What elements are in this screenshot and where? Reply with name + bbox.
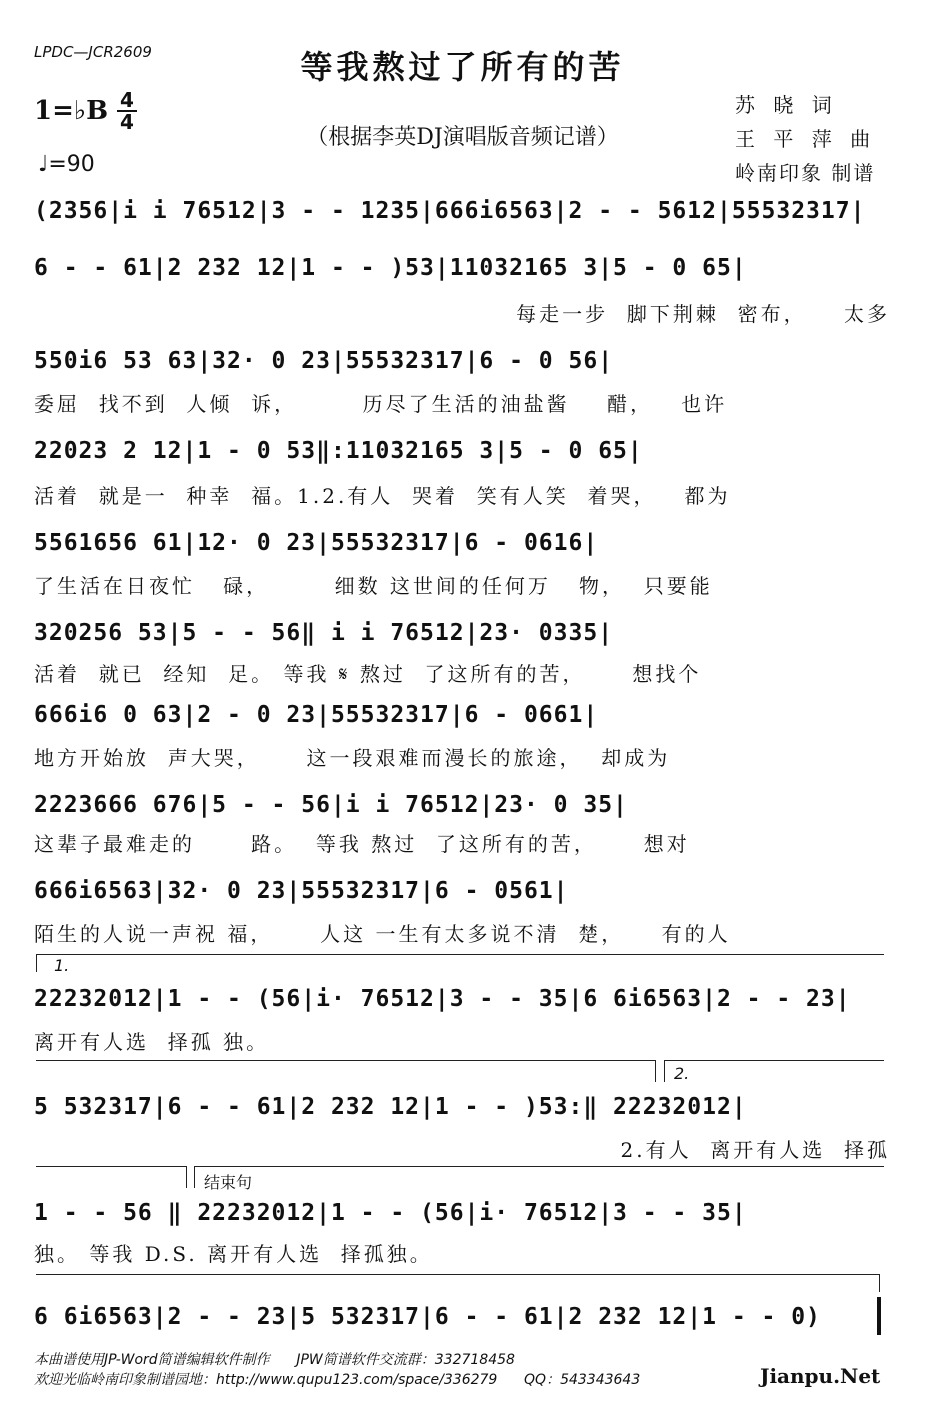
notation-row-4: 22023 2 12|1 - 0 53‖:11032165 3|5 - 0 65| xyxy=(34,438,643,464)
meter-bottom: 4 xyxy=(120,110,134,134)
song-title: 等我熬过了所有的苦 xyxy=(300,48,625,86)
notation-row-7: 666i6 0 63|2 - 0 23|55532317|6 - 0661| xyxy=(34,702,599,728)
footer-line-2: 欢迎光临岭南印象制谱园地：http://www.qupu123.com/space/336279 QQ：543343643 xyxy=(34,1372,641,1388)
song-subtitle: （根据李英DJ演唱版音频记谱） xyxy=(306,125,619,150)
footer-notes xyxy=(34,1350,640,1390)
notation-row-12: 1 - - 56 ‖ 22232012|1 - - (56|i· 76512|3 - - 35| xyxy=(34,1200,747,1226)
meter-top: 4 xyxy=(117,90,137,112)
site-logo-text: Jianpu.Net xyxy=(760,1364,881,1388)
lyrics-row-7: 地方开始放 声大哭， 这一段艰难而漫长的旅途， 却成为 xyxy=(34,746,671,770)
lyrics-row-10: 离开有人选 择孤 独。 xyxy=(34,1030,270,1054)
score-code: LPDC—JCR2609 xyxy=(34,43,152,61)
tempo-mark: ♩=90 xyxy=(38,152,95,177)
notation-row-3: 550i6 53 63|32· 0 23|55532317|6 - 0 56| xyxy=(34,348,614,374)
volta-1-label: 1. xyxy=(54,956,70,975)
notation-row-2: 6 - - 61|2 232 12|1 - - )53|11032165 3|5 - 0 65| xyxy=(34,255,747,281)
notation-row-5: 5561656 61|12· 0 23|55532317|6 - 0616| xyxy=(34,530,599,556)
notation-row-10: 22232012|1 - - (56|i· 76512|3 - - 35|6 6i6563|2 - - 23| xyxy=(34,986,851,1012)
credits xyxy=(735,88,876,190)
notation-row-13: 6 6i6563|2 - - 23|5 532317|6 - - 61|2 232 12|1 - - 0) xyxy=(34,1304,821,1330)
notation-row-11: 5 532317|6 - - 61|2 232 12|1 - - )53:‖ 22232012| xyxy=(34,1094,747,1120)
lyrics-row-9: 陌生的人说一声祝 福， 人这 一生有太多说不清 楚， 有的人 xyxy=(34,922,731,946)
lyrics-row-12: 独。 等我 D.S. 离开有人选 择孤独。 xyxy=(34,1242,433,1266)
lyrics-row-2: 每走一步 脚下荆棘 密布， 太多 xyxy=(516,302,890,326)
notation-row-9: 666i6563|32· 0 23|55532317|6 - 0561| xyxy=(34,878,569,904)
lyrics-row-8: 这辈子最难走的 路。 等我 熬过 了这所有的苦， 想对 xyxy=(34,832,690,856)
notation-row-1: (2356|i i 76512|3 - - 1235|666i6563|2 - - 5612|55532317| xyxy=(34,198,866,224)
lyrics-row-4: 活着 就是一 种幸 福。1.2.有人 哭着 笑有人笑 着哭， 都为 xyxy=(34,484,731,508)
notation-row-6: 320256 53|5 - - 56‖ i i 76512|23· 0335| xyxy=(34,620,614,646)
lyrics-row-3: 委屈 找不到 人倾 诉， 历尽了生活的油盐酱 醋， 也许 xyxy=(34,392,728,416)
composer: 王 平 萍 曲 xyxy=(735,127,877,151)
lyrics-row-6: 活着 就已 经知 足。 等我 𝄋 熬过 了这所有的苦， 想找个 xyxy=(34,662,702,686)
lyrics-row-11: 2.有人 离开有人选 择孤 xyxy=(620,1138,890,1162)
notation-row-8: 2223666 676|5 - - 56|i i 76512|23· 0 35| xyxy=(34,792,628,818)
key-signature: 1=♭B xyxy=(34,96,109,126)
lyrics-row-5: 了生活在日夜忙 碌， 细数 这世间的任何万 物， 只要能 xyxy=(34,574,713,598)
footer-line-1: 本曲谱使用JP-Word简谱编辑软件制作 JPW简谱软件交流群：332718458 xyxy=(34,1352,515,1368)
lyricist: 苏 晓 词 xyxy=(735,93,838,117)
time-signature xyxy=(117,90,137,132)
volta-2-label: 2. xyxy=(674,1064,690,1083)
arranger: 岭南印象 制谱 xyxy=(735,161,876,185)
coda-label: 结束句 xyxy=(204,1173,253,1192)
final-barline xyxy=(877,1297,881,1335)
